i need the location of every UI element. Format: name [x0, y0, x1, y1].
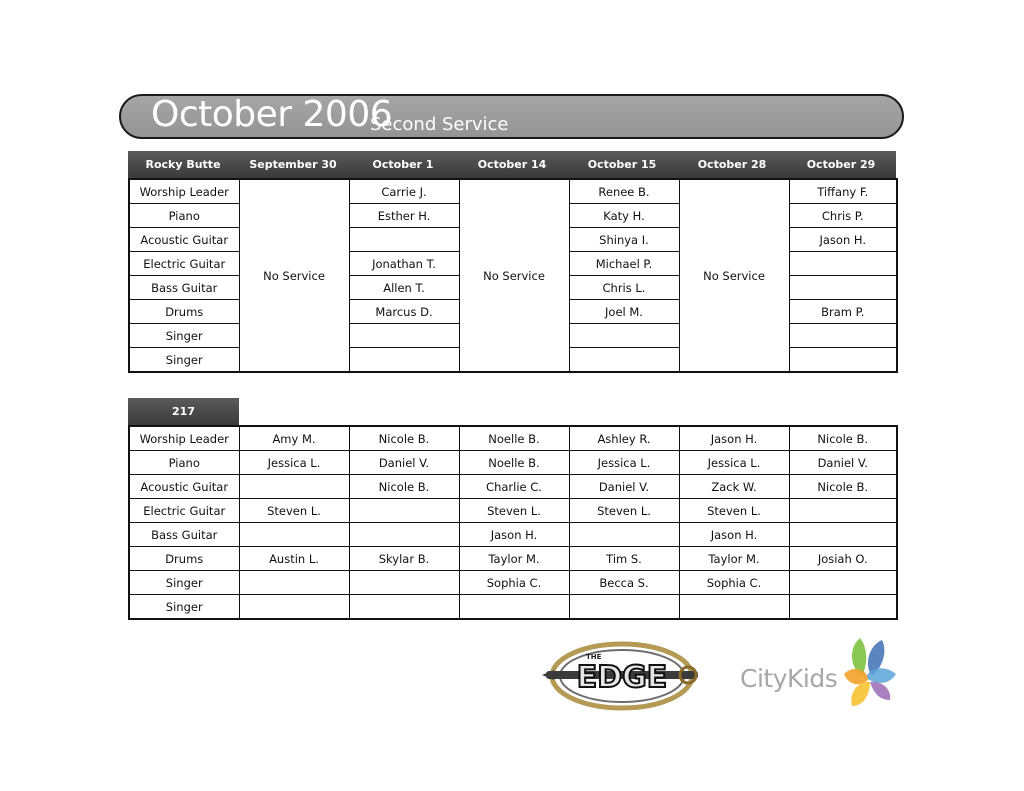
assignment-cell: Charlie C. [459, 475, 569, 499]
table-row [129, 451, 897, 475]
assignment-cell: Chris L. [569, 276, 679, 300]
role-cell: Bass Guitar [129, 276, 239, 300]
assignment-cell: Daniel V. [789, 451, 897, 475]
header-date: October 15 [587, 158, 657, 171]
citykids-wordmark: CityKids [740, 664, 838, 693]
title-bar [119, 94, 904, 139]
assignment-cell: Jason H. [679, 426, 789, 451]
role-cell: Drums [129, 547, 239, 571]
role-cell: Singer [129, 324, 239, 348]
assignment-cell: Daniel V. [569, 475, 679, 499]
assignment-cell: Noelle B. [459, 451, 569, 475]
assignment-cell [239, 595, 349, 620]
location-217-tab: 217 [128, 398, 239, 425]
assignment-cell [789, 252, 897, 276]
assignment-cell: Nicole B. [789, 426, 897, 451]
assignment-cell [789, 348, 897, 373]
assignment-cell: Josiah O. [789, 547, 897, 571]
header-date: September 30 [249, 158, 337, 171]
assignment-cell [569, 595, 679, 620]
table-row [129, 547, 897, 571]
assignment-cell: Jessica L. [239, 451, 349, 475]
assignment-cell [789, 324, 897, 348]
assignment-cell: Tiffany F. [789, 179, 897, 204]
assignment-cell [459, 595, 569, 620]
assignment-cell: Sophia C. [459, 571, 569, 595]
no-service-cell: No Service [239, 179, 349, 372]
assignment-cell: Joel M. [569, 300, 679, 324]
assignment-cell [349, 523, 459, 547]
header-date: October 14 [477, 158, 547, 171]
assignment-cell [239, 475, 349, 499]
assignment-cell: Jessica L. [569, 451, 679, 475]
assignment-cell: Steven L. [239, 499, 349, 523]
header-location: Rocky Butte [145, 158, 221, 171]
header-date: October 28 [697, 158, 767, 171]
the-edge-logo [542, 640, 702, 712]
assignment-cell [789, 276, 897, 300]
assignment-cell: Taylor M. [459, 547, 569, 571]
assignment-cell [679, 595, 789, 620]
table-row [129, 523, 897, 547]
assignment-cell: Chris P. [789, 204, 897, 228]
assignment-cell: Esther H. [349, 204, 459, 228]
header-date: October 1 [372, 158, 434, 171]
role-cell: Bass Guitar [129, 523, 239, 547]
role-cell: Singer [129, 348, 239, 373]
assignment-cell: Shinya I. [569, 228, 679, 252]
role-cell: Worship Leader [129, 179, 239, 204]
location-217-schedule-table [128, 425, 898, 620]
assignment-cell [569, 324, 679, 348]
assignment-cell [349, 228, 459, 252]
assignment-cell: Jason H. [789, 228, 897, 252]
assignment-cell [239, 571, 349, 595]
assignment-cell [349, 324, 459, 348]
assignment-cell: Nicole B. [349, 426, 459, 451]
assignment-cell: Jessica L. [679, 451, 789, 475]
header-date: October 29 [806, 158, 876, 171]
assignment-cell: Nicole B. [789, 475, 897, 499]
assignment-cell [789, 571, 897, 595]
role-cell: Electric Guitar [129, 499, 239, 523]
page-title: October 2006 [151, 94, 393, 135]
assignment-cell: Tim S. [569, 547, 679, 571]
assignment-cell: Katy H. [569, 204, 679, 228]
assignment-cell [569, 348, 679, 373]
assignment-cell: Steven L. [679, 499, 789, 523]
assignment-cell: Amy M. [239, 426, 349, 451]
citykids-flower-icon [838, 634, 898, 714]
assignment-cell: Michael P. [569, 252, 679, 276]
assignment-cell: Marcus D. [349, 300, 459, 324]
assignment-cell: Taylor M. [679, 547, 789, 571]
rocky-butte-schedule-table [128, 178, 898, 373]
assignment-cell: Skylar B. [349, 547, 459, 571]
table-row [129, 499, 897, 523]
schedule-header-row [128, 151, 896, 180]
page-subtitle: Second Service [370, 114, 509, 135]
assignment-cell [349, 571, 459, 595]
assignment-cell: Daniel V. [349, 451, 459, 475]
assignment-cell: Becca S. [569, 571, 679, 595]
assignment-cell: Steven L. [459, 499, 569, 523]
assignment-cell [569, 523, 679, 547]
assignment-cell: Jason H. [459, 523, 569, 547]
role-cell: Piano [129, 451, 239, 475]
no-service-cell: No Service [679, 179, 789, 372]
role-cell: Worship Leader [129, 426, 239, 451]
assignment-cell: Carrie J. [349, 179, 459, 204]
assignment-cell [349, 595, 459, 620]
role-cell: Acoustic Guitar [129, 475, 239, 499]
assignment-cell [239, 523, 349, 547]
assignment-cell: Jonathan T. [349, 252, 459, 276]
table-row [129, 595, 897, 620]
table-row [129, 571, 897, 595]
role-cell: Singer [129, 571, 239, 595]
assignment-cell: Austin L. [239, 547, 349, 571]
edge-small-text: THE [586, 653, 602, 661]
assignment-cell [349, 348, 459, 373]
role-cell: Piano [129, 204, 239, 228]
assignment-cell: Ashley R. [569, 426, 679, 451]
assignment-cell: Zack W. [679, 475, 789, 499]
assignment-cell: Sophia C. [679, 571, 789, 595]
assignment-cell: Nicole B. [349, 475, 459, 499]
assignment-cell [789, 523, 897, 547]
assignment-cell: Bram P. [789, 300, 897, 324]
table-row [129, 179, 897, 204]
assignment-cell [789, 595, 897, 620]
role-cell: Electric Guitar [129, 252, 239, 276]
role-cell: Singer [129, 595, 239, 620]
assignment-cell [349, 499, 459, 523]
assignment-cell: Noelle B. [459, 426, 569, 451]
edge-text: EDGE [576, 660, 668, 695]
role-cell: Drums [129, 300, 239, 324]
assignment-cell [789, 499, 897, 523]
role-cell: Acoustic Guitar [129, 228, 239, 252]
assignment-cell: Renee B. [569, 179, 679, 204]
assignment-cell: Allen T. [349, 276, 459, 300]
table-row [129, 426, 897, 451]
assignment-cell: Steven L. [569, 499, 679, 523]
no-service-cell: No Service [459, 179, 569, 372]
table-row [129, 475, 897, 499]
assignment-cell: Jason H. [679, 523, 789, 547]
